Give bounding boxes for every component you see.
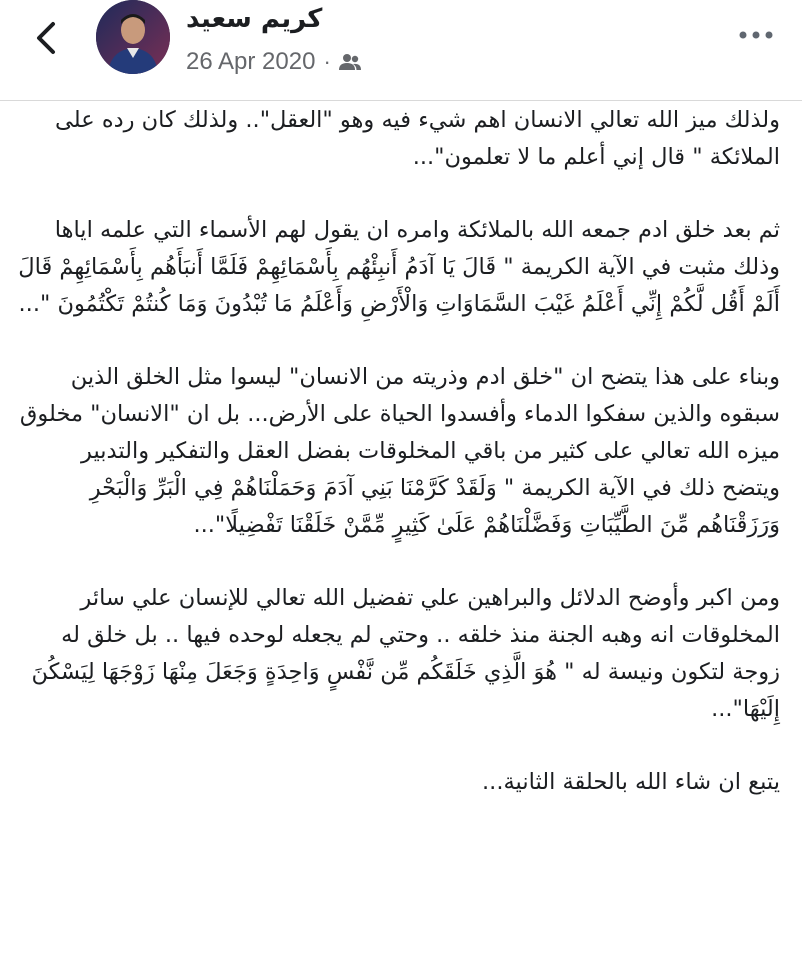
back-button[interactable] [26, 18, 66, 58]
post-paragraph-2: ثم بعد خلق ادم جمعه الله بالملائكة وامره ان يقول لهم الأسماء التي علمه اياها وذلك مثبت في الآية الكريمة " قَالَ يَا آدَمُ أَنبِئْهُم بِأَسْمَائِهِمْ فَلَمَّا أَنبَأَهُم بِأَسْمَائِهِمْ قَالَ أَلَمْ أَقُل لَّكُمْ إِنِّي أَعْلَمُ غَيْبَ السَّمَاوَاتِ وَالْأَرْضِ وَأَعْلَمُ مَا تُبْدُونَ وَمَا كُنتُمْ تَكْتُمُونَ "... [18, 217, 780, 317]
post-header [0, 0, 802, 101]
author-name[interactable]: كريم سعيد [186, 4, 323, 34]
more-horizontal-icon [738, 31, 774, 39]
meta-separator: · [323, 49, 331, 74]
chevron-left-icon [33, 20, 59, 56]
post-paragraph-5: يتبع ان شاء الله بالحلقة الثانية... [482, 769, 780, 795]
post-paragraph-3: وبناء على هذا يتضح ان "خلق ادم وذريته من الانسان" ليسوا مثل الخلق الذين سبقوه والذين سفكوا الدماء وأفسدوا الحياة على الأرض... بل ان "الانسان" مخلوق ميزه الله تعالي على كثير من باقي المخلوقات بفضل العقل والتفكير والتدبير ويتضح ذلك في الآية الكريمة " وَلَقَدْ كَرَّمْنَا بَنِي آدَمَ وَحَمَلْنَاهُمْ فِي الْبَرِّ وَالْبَحْرِ وَرَزَقْنَاهُم مِّنَ الطَّيِّبَاتِ وَفَضَّلْنَاهُمْ عَلَىٰ كَثِيرٍ مِّمَّنْ خَلَقْنَا تَفْضِيلًا"... [19, 364, 780, 538]
post-paragraph-4: ومن اكبر وأوضح الدلائل والبراهين علي تفضيل الله تعالي للإنسان علي سائر المخلوقات انه وهبه الجنة منذ خلقه .. وحتي لم يجعله لوحده فيها .. بل خلق له زوجة لتكون ونيسة له " هُوَ الَّذِي خَلَقَكُم مِّن نَّفْسٍ وَاحِدَةٍ وَجَعَلَ مِنْهَا زَوْجَهَا لِيَسْكُنَ إِلَيْهَا"... [31, 585, 780, 722]
avatar[interactable] [96, 0, 170, 74]
more-options-button[interactable] [734, 20, 778, 50]
post-date[interactable]: 26 Apr 2020 [186, 48, 316, 75]
post-text [16, 102, 780, 837]
friends-icon [339, 53, 361, 71]
post-paragraph-1: ولذلك ميز الله تعالي الانسان اهم شيء فيه وهو "العقل".. ولذلك كان رده على الملائكة " قال إني أعلم ما لا تعلمون"... [55, 107, 780, 170]
post-meta [186, 48, 361, 76]
